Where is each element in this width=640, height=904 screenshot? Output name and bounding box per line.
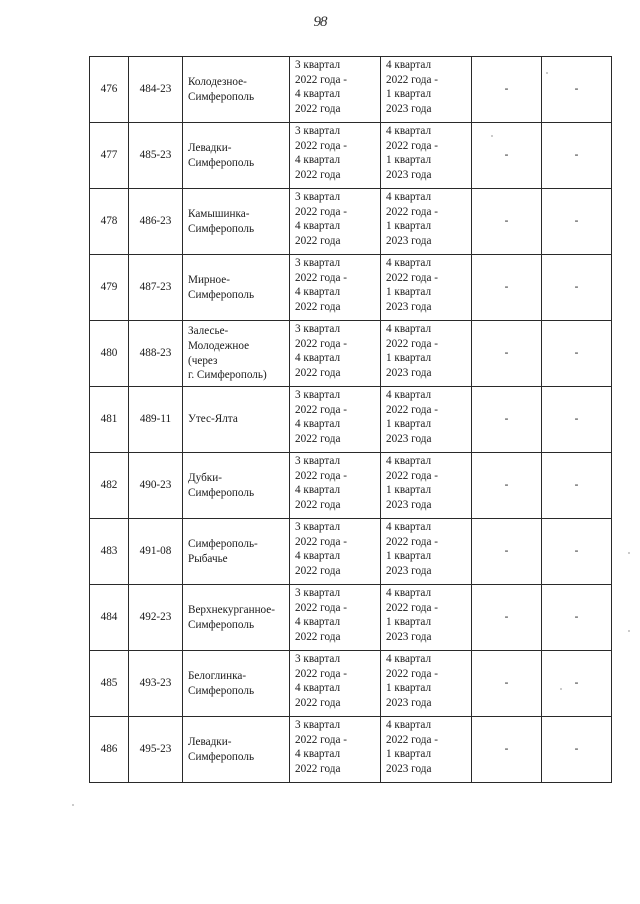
period-end-line: 1 квартал: [386, 616, 432, 629]
period-end-line: 1 квартал: [386, 154, 432, 167]
period-end-cell: [381, 189, 472, 255]
table-row: [90, 717, 612, 783]
period-start-line: 2022 года -: [295, 205, 347, 218]
column-a-cell: [472, 717, 542, 783]
period-start-cell: [290, 255, 381, 321]
column-b-cell: [542, 717, 612, 783]
column-a-value: -: [504, 545, 509, 558]
column-b-value: -: [574, 281, 579, 294]
route-code-cell: 489-11: [129, 387, 183, 453]
period-end-cell: [381, 651, 472, 717]
period-start-line: 3 квартал: [295, 191, 341, 203]
scan-speck: [628, 552, 630, 554]
row-number-cell: 476: [90, 57, 129, 123]
route-name-line: Симферополь: [188, 288, 255, 301]
table-row: [90, 189, 612, 255]
route-name-line: Левадки-: [188, 141, 232, 154]
column-a-cell: [472, 57, 542, 123]
column-b-cell: [542, 519, 612, 585]
table-row: [90, 123, 612, 189]
route-name-line: Верхнекурганное-: [188, 603, 275, 616]
period-start-line: 4 квартал: [295, 352, 341, 365]
period-start-line: 4 квартал: [295, 88, 341, 101]
period-start-cell: [290, 717, 381, 783]
period-start-line: 2022 года: [295, 762, 341, 775]
column-a-cell: [472, 651, 542, 717]
period-start-line: 2022 года: [295, 234, 341, 247]
route-code-cell: 485-23: [129, 123, 183, 189]
period-end-cell: [381, 387, 472, 453]
period-end-line: 4 квартал: [386, 653, 432, 665]
period-end-line: 4 квартал: [386, 521, 432, 533]
column-b-value: -: [574, 743, 579, 756]
period-end-line: 2023 года: [386, 564, 432, 577]
row-number-cell: 484: [90, 585, 129, 651]
row-number-cell: 477: [90, 123, 129, 189]
period-end-line: 2022 года -: [386, 733, 438, 746]
period-start-line: 3 квартал: [295, 257, 341, 269]
row-number-cell: 479: [90, 255, 129, 321]
column-a-cell: [472, 189, 542, 255]
period-end-line: 2023 года: [386, 762, 432, 775]
period-end-line: 2022 года -: [386, 469, 438, 482]
table-row: [90, 387, 612, 453]
table-row: [90, 321, 612, 387]
period-start-line: 2022 года: [295, 102, 341, 115]
period-end-line: 2022 года -: [386, 601, 438, 614]
table-row: [90, 453, 612, 519]
column-a-cell: [472, 255, 542, 321]
period-end-line: 2023 года: [386, 696, 432, 709]
route-name-line: Левадки-: [188, 735, 232, 748]
column-b-value: -: [574, 347, 579, 360]
route-name-line: Симферополь: [188, 156, 255, 169]
table-row: [90, 651, 612, 717]
period-start-line: 4 квартал: [295, 550, 341, 563]
period-end-line: 2022 года -: [386, 403, 438, 416]
route-code-cell: 488-23: [129, 321, 183, 387]
period-end-line: 2023 года: [386, 102, 432, 115]
column-a-value: -: [504, 215, 509, 228]
period-end-line: 2022 года -: [386, 73, 438, 86]
period-end-cell: [381, 717, 472, 783]
column-a-value: -: [504, 479, 509, 492]
column-a-value: -: [504, 281, 509, 294]
row-number-cell: 480: [90, 321, 129, 387]
period-end-cell: [381, 519, 472, 585]
period-start-line: 2022 года: [295, 366, 341, 379]
route-code-cell: 484-23: [129, 57, 183, 123]
period-end-line: 2023 года: [386, 630, 432, 643]
route-name-cell: [183, 519, 290, 585]
scan-speck: [546, 72, 548, 74]
route-name-cell: [183, 57, 290, 123]
period-start-cell: [290, 321, 381, 387]
route-name-line: Рыбачье: [188, 552, 228, 565]
period-start-line: 4 квартал: [295, 418, 341, 431]
column-a-value: -: [504, 149, 509, 162]
period-end-line: 1 квартал: [386, 220, 432, 233]
period-end-cell: [381, 585, 472, 651]
period-start-line: 3 квартал: [295, 719, 341, 731]
period-end-line: 1 квартал: [386, 418, 432, 431]
period-end-line: 2022 года -: [386, 667, 438, 680]
route-name-line: Дубки-: [188, 471, 222, 484]
period-end-line: 4 квартал: [386, 719, 432, 731]
table-row: [90, 255, 612, 321]
period-end-line: 2023 года: [386, 300, 432, 313]
column-b-value: -: [574, 83, 579, 96]
route-name-line: Симферополь: [188, 684, 255, 697]
period-end-line: 2022 года -: [386, 271, 438, 284]
column-b-cell: [542, 453, 612, 519]
period-start-line: 3 квартал: [295, 59, 341, 71]
period-end-line: 1 квартал: [386, 286, 432, 299]
period-start-cell: [290, 57, 381, 123]
route-name-cell: [183, 585, 290, 651]
period-start-line: 4 квартал: [295, 616, 341, 629]
route-name-cell: [183, 189, 290, 255]
row-number-cell: 478: [90, 189, 129, 255]
period-start-line: 3 квартал: [295, 653, 341, 665]
routes-table: [89, 56, 612, 783]
period-end-line: 2022 года -: [386, 139, 438, 152]
period-end-line: 4 квартал: [386, 389, 432, 401]
period-end-line: 2023 года: [386, 498, 432, 511]
period-end-line: 1 квартал: [386, 352, 432, 365]
column-b-cell: [542, 651, 612, 717]
route-name-line: (через: [188, 354, 218, 367]
row-number-cell: 483: [90, 519, 129, 585]
period-start-line: 2022 года -: [295, 667, 347, 680]
route-name-cell: [183, 717, 290, 783]
route-name-line: Симферополь: [188, 750, 255, 763]
period-start-line: 3 квартал: [295, 125, 341, 137]
column-a-value: -: [504, 677, 509, 690]
column-b-value: -: [574, 545, 579, 558]
period-start-cell: [290, 651, 381, 717]
period-start-cell: [290, 189, 381, 255]
period-start-line: 2022 года -: [295, 733, 347, 746]
period-start-cell: [290, 453, 381, 519]
column-b-cell: [542, 189, 612, 255]
period-end-cell: [381, 321, 472, 387]
routes-table-body: [90, 57, 612, 783]
page-number: 98: [313, 14, 327, 30]
column-b-cell: [542, 387, 612, 453]
column-a-value: -: [504, 611, 509, 624]
period-end-line: 4 квартал: [386, 59, 432, 71]
period-end-line: 1 квартал: [386, 550, 432, 563]
row-number-cell: 486: [90, 717, 129, 783]
period-end-line: 1 квартал: [386, 682, 432, 695]
period-end-line: 4 квартал: [386, 191, 432, 203]
period-start-line: 2022 года: [295, 564, 341, 577]
column-a-cell: [472, 519, 542, 585]
period-start-line: 2022 года -: [295, 469, 347, 482]
period-start-line: 4 квартал: [295, 484, 341, 497]
route-name-line: Симферополь: [188, 90, 255, 103]
route-name-line: Симферополь: [188, 618, 255, 631]
period-start-line: 2022 года -: [295, 337, 347, 350]
period-start-line: 4 квартал: [295, 682, 341, 695]
period-start-line: 2022 года -: [295, 73, 347, 86]
route-code-cell: 487-23: [129, 255, 183, 321]
route-code-cell: 492-23: [129, 585, 183, 651]
period-end-line: 2023 года: [386, 432, 432, 445]
period-start-line: 2022 года: [295, 498, 341, 511]
column-b-value: -: [574, 149, 579, 162]
column-b-cell: [542, 255, 612, 321]
period-end-line: 4 квартал: [386, 257, 432, 269]
route-name-cell: [183, 255, 290, 321]
route-name-cell: [183, 651, 290, 717]
column-a-value: -: [504, 413, 509, 426]
period-end-line: 4 квартал: [386, 125, 432, 137]
route-code-cell: 490-23: [129, 453, 183, 519]
period-end-cell: [381, 123, 472, 189]
period-end-line: 4 квартал: [386, 455, 432, 467]
period-start-line: 2022 года: [295, 630, 341, 643]
route-name-line: Молодежное: [188, 339, 250, 352]
period-start-line: 2022 года -: [295, 535, 347, 548]
period-start-line: 3 квартал: [295, 587, 341, 599]
route-name-line: Колодезное-: [188, 75, 247, 88]
row-number-cell: 485: [90, 651, 129, 717]
period-end-line: 1 квартал: [386, 88, 432, 101]
column-b-cell: [542, 585, 612, 651]
period-end-line: 2022 года -: [386, 535, 438, 548]
period-start-line: 2022 года -: [295, 271, 347, 284]
column-a-value: -: [504, 83, 509, 96]
period-start-line: 2022 года: [295, 168, 341, 181]
period-start-line: 2022 года -: [295, 403, 347, 416]
period-end-line: 2023 года: [386, 366, 432, 379]
period-end-line: 2023 года: [386, 234, 432, 247]
column-b-value: -: [574, 611, 579, 624]
period-start-line: 4 квартал: [295, 220, 341, 233]
column-a-value: -: [504, 743, 509, 756]
period-end-cell: [381, 255, 472, 321]
route-name-line: Мирное-: [188, 273, 230, 286]
column-b-value: -: [574, 215, 579, 228]
period-start-line: 3 квартал: [295, 455, 341, 467]
period-end-cell: [381, 453, 472, 519]
column-b-cell: [542, 57, 612, 123]
route-name-line: Симферополь-: [188, 537, 258, 550]
table-row: [90, 57, 612, 123]
column-a-value: -: [504, 347, 509, 360]
route-name-line: Камышинка-: [188, 207, 250, 220]
table-row: [90, 519, 612, 585]
period-end-line: 4 квартал: [386, 587, 432, 599]
period-end-line: 1 квартал: [386, 484, 432, 497]
period-end-line: 4 квартал: [386, 323, 432, 335]
route-name-line: Симферополь: [188, 222, 255, 235]
row-number-cell: 482: [90, 453, 129, 519]
period-start-cell: [290, 387, 381, 453]
scan-speck: [628, 630, 630, 632]
period-start-line: 4 квартал: [295, 748, 341, 761]
table-row: [90, 585, 612, 651]
column-a-cell: [472, 123, 542, 189]
column-b-cell: [542, 123, 612, 189]
route-code-cell: 486-23: [129, 189, 183, 255]
period-end-cell: [381, 57, 472, 123]
period-start-line: 2022 года: [295, 300, 341, 313]
period-start-cell: [290, 519, 381, 585]
period-start-line: 2022 года: [295, 432, 341, 445]
period-end-line: 1 квартал: [386, 748, 432, 761]
column-b-cell: [542, 321, 612, 387]
scan-speck: [491, 135, 493, 137]
period-start-line: 2022 года -: [295, 601, 347, 614]
column-b-value: -: [574, 677, 579, 690]
period-start-line: 4 квартал: [295, 286, 341, 299]
route-name-line: Белоглинка-: [188, 669, 247, 682]
route-name-cell: [183, 123, 290, 189]
route-name-line: Залесье-: [188, 325, 229, 338]
period-end-line: 2022 года -: [386, 205, 438, 218]
period-start-line: 3 квартал: [295, 389, 341, 401]
period-start-line: 4 квартал: [295, 154, 341, 167]
period-end-line: 2023 года: [386, 168, 432, 181]
route-name-line: Утес-Ялта: [188, 413, 238, 426]
period-start-line: 2022 года: [295, 696, 341, 709]
column-a-cell: [472, 453, 542, 519]
period-start-line: 3 квартал: [295, 323, 341, 335]
period-end-line: 2022 года -: [386, 337, 438, 350]
route-code-cell: 491-08: [129, 519, 183, 585]
column-b-value: -: [574, 479, 579, 492]
route-name-cell: [183, 453, 290, 519]
column-a-cell: [472, 387, 542, 453]
route-name-cell: [183, 321, 290, 387]
row-number-cell: 481: [90, 387, 129, 453]
route-name-line: г. Симферополь): [188, 369, 267, 382]
route-code-cell: 495-23: [129, 717, 183, 783]
scan-speck: [72, 804, 74, 806]
route-code-cell: 493-23: [129, 651, 183, 717]
column-a-cell: [472, 585, 542, 651]
route-name-line: Симферополь: [188, 486, 255, 499]
column-a-cell: [472, 321, 542, 387]
column-b-value: -: [574, 413, 579, 426]
period-start-cell: [290, 585, 381, 651]
scan-speck: [560, 688, 562, 690]
period-start-cell: [290, 123, 381, 189]
route-name-cell: [183, 387, 290, 453]
period-start-line: 2022 года -: [295, 139, 347, 152]
period-start-line: 3 квартал: [295, 521, 341, 533]
